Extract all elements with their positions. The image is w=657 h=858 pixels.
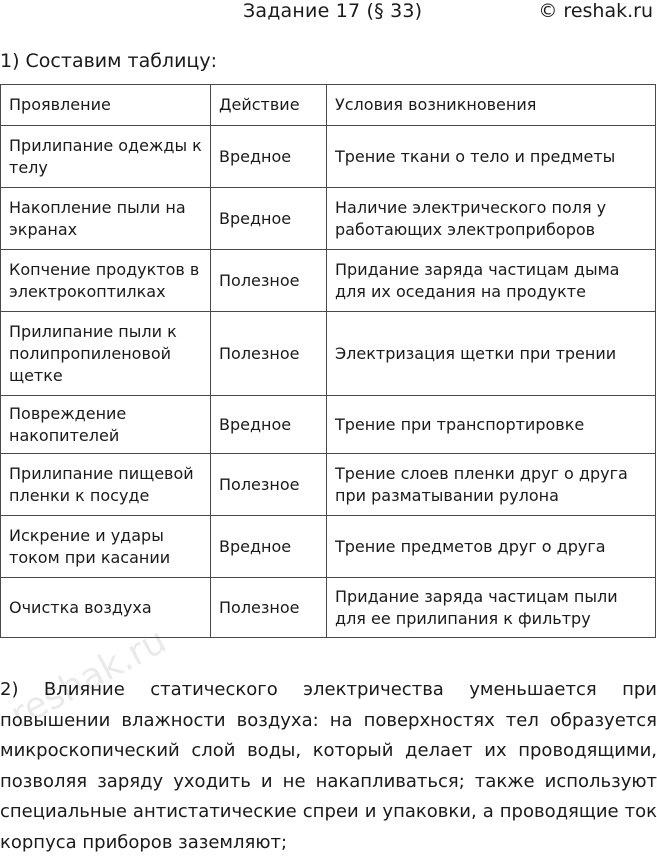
watermark: reshak.ru: [4, 620, 174, 737]
answer-paragraph: 2) Влияние статического электричества уменьшается при повышении влажности воздуха: на поверхностях тел образуется микроскопический слой воды, который делает их проводящими, позволяя заряду уходить и не накапливаться; также используют специальные антистатические спреи и упаковки, а проводящие ток корпуса приборов заземляют;: [0, 679, 657, 853]
cell-manifestation: Повреждение накопителей: [1, 396, 211, 454]
cell-action: Вредное: [211, 516, 327, 578]
cell-action: Полезное: [211, 250, 327, 312]
header-conditions: Условия возникновения: [327, 85, 656, 126]
table-row: [1, 250, 656, 312]
task-title: Задание 17 (§ 33): [243, 0, 423, 22]
cell-manifestation: Накопление пыли на экранах: [1, 188, 211, 250]
cell-manifestation: Прилипание пищевой пленки к посуде: [1, 454, 211, 516]
cell-conditions: Трение при транспортировке: [327, 396, 656, 454]
table-row: [1, 126, 656, 188]
cell-conditions: Наличие электрического поля у работающих электроприборов: [327, 188, 656, 250]
cell-action: Полезное: [211, 454, 327, 516]
table-row: [1, 578, 656, 638]
page-header: [0, 0, 657, 24]
header-action: Действие: [211, 85, 327, 126]
cell-manifestation: Прилипание пыли к полипропиленовой щетке: [1, 312, 211, 396]
cell-conditions: Придание заряда частицам пыли для ее прилипания к фильтру: [327, 578, 656, 638]
cell-manifestation: Прилипание одежды к телу: [1, 126, 211, 188]
table-row: [1, 188, 656, 250]
cell-action: Вредное: [211, 188, 327, 250]
cell-manifestation: Искрение и удары током при касании: [1, 516, 211, 578]
cell-conditions: Придание заряда частицам дыма для их оседания на продукте: [327, 250, 656, 312]
cell-manifestation: Очистка воздуха: [1, 578, 211, 638]
header-manifestation: Проявление: [1, 85, 211, 126]
table-row: [1, 312, 656, 396]
intro-text: 1) Составим таблицу:: [0, 50, 218, 72]
table-header-row: [1, 85, 656, 126]
cell-action: Вредное: [211, 126, 327, 188]
site-credit: © reshak.ru: [538, 0, 653, 22]
table-row: [1, 454, 656, 516]
cell-action: Полезное: [211, 578, 327, 638]
table-row: [1, 516, 656, 578]
cell-conditions: Электризация щетки при трении: [327, 312, 656, 396]
cell-action: Полезное: [211, 312, 327, 396]
cell-conditions: Трение слоев пленки друг о друга при разматывании рулона: [327, 454, 656, 516]
phenomena-table: [0, 84, 656, 638]
table-row: [1, 396, 656, 454]
cell-conditions: Трение ткани о тело и предметы: [327, 126, 656, 188]
cell-manifestation: Копчение продуктов в электрокоптилках: [1, 250, 211, 312]
cell-conditions: Трение предметов друг о друга: [327, 516, 656, 578]
cell-action: Вредное: [211, 396, 327, 454]
